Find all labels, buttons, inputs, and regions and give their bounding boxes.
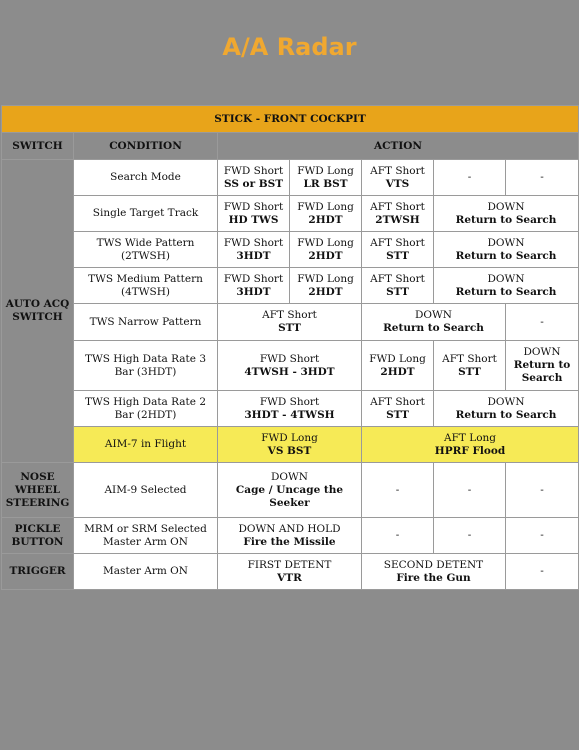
action-cell: FWD Long 2HDT bbox=[362, 341, 434, 391]
action-header: ACTION bbox=[218, 133, 579, 160]
table-row bbox=[2, 304, 579, 341]
condition-header: CONDITION bbox=[74, 133, 218, 160]
dash-cell: - bbox=[362, 518, 434, 554]
switch-header: SWITCH bbox=[2, 133, 74, 160]
action-cell: FWD Short 3HDT bbox=[218, 232, 290, 268]
condition-cell: TWS Medium Pattern (4TWSH) bbox=[74, 268, 218, 304]
action-cell: AFT Short STT bbox=[434, 341, 506, 391]
table-row bbox=[2, 554, 579, 590]
action-cell: FWD Short HD TWS bbox=[218, 196, 290, 232]
dash-cell: - bbox=[506, 518, 579, 554]
action-cell: SECOND DETENT Fire the Gun bbox=[362, 554, 506, 590]
action-cell: FWD Long LR BST bbox=[290, 160, 362, 196]
banner: STICK - FRONT COCKPIT bbox=[2, 106, 579, 133]
switch-pickle-button: PICKLE BUTTON bbox=[2, 518, 74, 554]
table-row bbox=[2, 196, 579, 232]
table-row bbox=[2, 391, 579, 427]
condition-cell: AIM-9 Selected bbox=[74, 463, 218, 518]
action-cell: FWD Short 3HDT bbox=[218, 268, 290, 304]
action-cell: DOWN Return to Search bbox=[434, 391, 579, 427]
table-row bbox=[2, 268, 579, 304]
action-cell: DOWN Return to Search bbox=[362, 304, 506, 341]
action-cell: DOWN Return to Search bbox=[434, 196, 579, 232]
action-cell: AFT Short STT bbox=[362, 391, 434, 427]
stick-controls-table bbox=[1, 105, 579, 590]
condition-cell: MRM or SRM Selected Master Arm ON bbox=[74, 518, 218, 554]
switch-trigger: TRIGGER bbox=[2, 554, 74, 590]
condition-cell: Master Arm ON bbox=[74, 554, 218, 590]
dash-cell: - bbox=[362, 463, 434, 518]
action-cell: AFT Short STT bbox=[218, 304, 362, 341]
action-cell: AFT Short 2TWSH bbox=[362, 196, 434, 232]
condition-cell: TWS Wide Pattern (2TWSH) bbox=[74, 232, 218, 268]
dash-cell: - bbox=[434, 160, 506, 196]
action-cell: DOWN Return to Search bbox=[434, 232, 579, 268]
condition-cell: TWS Narrow Pattern bbox=[74, 304, 218, 341]
action-cell: FWD Long VS BST bbox=[218, 427, 362, 463]
table-row bbox=[2, 463, 579, 518]
table-row bbox=[2, 518, 579, 554]
table-row bbox=[2, 427, 579, 463]
table-row bbox=[2, 160, 579, 196]
action-cell: FWD Short 4TWSH - 3HDT bbox=[218, 341, 362, 391]
table-row bbox=[2, 232, 579, 268]
banner-row bbox=[2, 106, 579, 133]
switch-auto-acq: AUTO ACQ SWITCH bbox=[2, 160, 74, 463]
dash-cell: - bbox=[506, 554, 579, 590]
condition-cell: Single Target Track bbox=[74, 196, 218, 232]
action-cell: DOWN AND HOLD Fire the Missile bbox=[218, 518, 362, 554]
condition-cell: Search Mode bbox=[74, 160, 218, 196]
action-cell: DOWN Return to Search bbox=[434, 268, 579, 304]
action-cell: FIRST DETENT VTR bbox=[218, 554, 362, 590]
condition-cell: TWS High Data Rate 3 Bar (3HDT) bbox=[74, 341, 218, 391]
action-cell: FWD Long 2HDT bbox=[290, 232, 362, 268]
action-cell: AFT Long HPRF Flood bbox=[362, 427, 579, 463]
condition-cell: AIM-7 in Flight bbox=[74, 427, 218, 463]
header-row bbox=[2, 133, 579, 160]
action-cell: FWD Short 3HDT - 4TWSH bbox=[218, 391, 362, 427]
action-cell: AFT Short VTS bbox=[362, 160, 434, 196]
condition-cell: TWS High Data Rate 2 Bar (2HDT) bbox=[74, 391, 218, 427]
action-cell: DOWN Return to Search bbox=[506, 341, 579, 391]
action-cell: FWD Long 2HDT bbox=[290, 196, 362, 232]
action-cell: DOWN Cage / Uncage the Seeker bbox=[218, 463, 362, 518]
action-cell: AFT Short STT bbox=[362, 232, 434, 268]
action-cell: AFT Short STT bbox=[362, 268, 434, 304]
dash-cell: - bbox=[434, 518, 506, 554]
dash-cell: - bbox=[506, 463, 579, 518]
page-title: A/A Radar bbox=[222, 33, 357, 61]
dash-cell: - bbox=[434, 463, 506, 518]
dash-cell: - bbox=[506, 304, 579, 341]
table-row bbox=[2, 341, 579, 391]
action-cell: FWD Short SS or BST bbox=[218, 160, 290, 196]
switch-nose-wheel-steering: NOSE WHEEL STEERING bbox=[2, 463, 74, 518]
dash-cell: - bbox=[506, 160, 579, 196]
action-cell: FWD Long 2HDT bbox=[290, 268, 362, 304]
